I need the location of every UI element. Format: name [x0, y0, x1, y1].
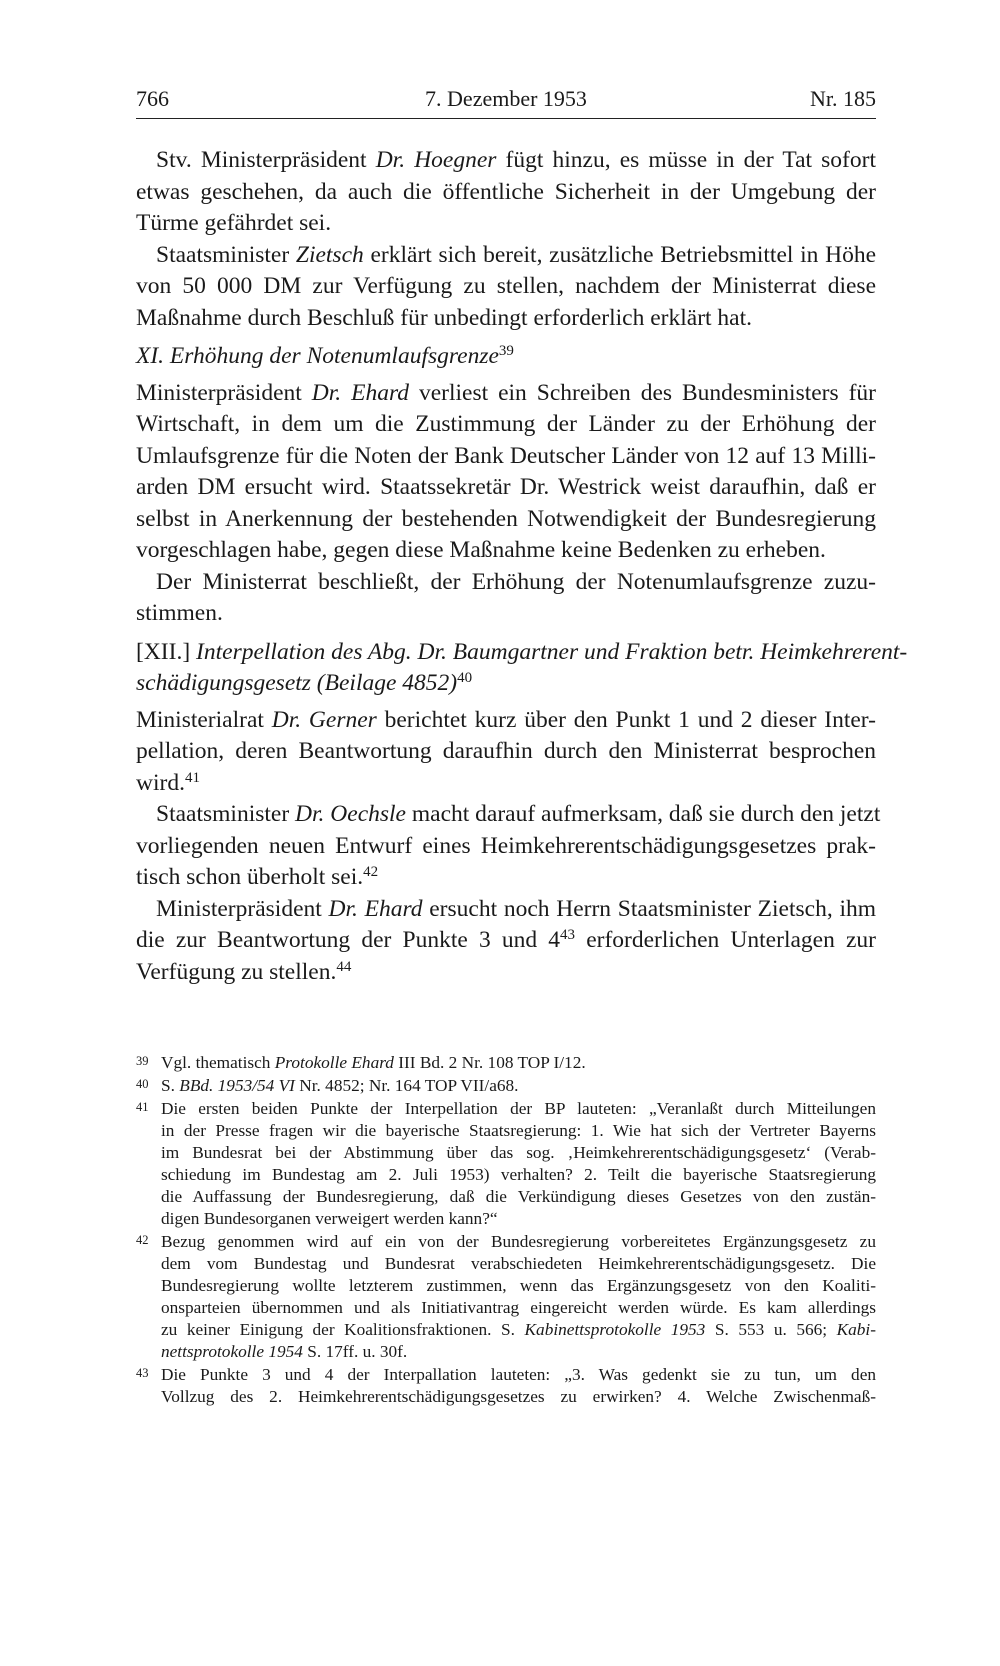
footnote-ref[interactable]: 40: [457, 670, 473, 686]
footnote-ref[interactable]: 43: [560, 927, 576, 943]
running-header: [136, 84, 876, 119]
footnote-43: 43 Die Punkte 3 und 4 der Interpallation lauteten: „3. Was gedenkt sie zu tun, um den Vollzug des 2. Heimkehrerentschädigungsgesetzes zu erwirken? 4. Welche Zwischenmaß-: [136, 1364, 876, 1408]
paragraph-gerner: Ministerialrat Dr. Gerner berichtet kurz über den Punkt 1 und 2 dieser Inter- pellation, deren Beantwortung daraufhin durch den Ministerrat besprochen wird.$^{41}$: [136, 706, 876, 796]
section-heading-xi: XI. Erhöhung der Notenumlaufsgrenze$^{39}$: [136, 343, 514, 369]
footnote-number: 43: [136, 1366, 149, 1380]
footnote-40: 40 S. BBd. 1953/54 VI Nr. 4852; Nr. 164 TOP VII/a68.: [136, 1075, 876, 1097]
footnotes: [136, 1052, 876, 1409]
speaker-name: Dr. Ehard: [328, 895, 423, 922]
paragraph-oechsle: Staatsminister Dr. Oechsle macht darauf aufmerksam, daß sie durch den jetzt vorliegenden neuen Entwurf eines Heimkehrerentschädigungsgesetzes prak- tisch schon überholt sei.$^{42}$: [136, 801, 881, 890]
footnote-39: 39 Vgl. thematisch Protokolle Ehard III Bd. 2 Nr. 108 TOP I/12.: [136, 1052, 876, 1074]
footnote-number: 39: [136, 1054, 149, 1068]
footnote-number: 42: [136, 1233, 149, 1247]
body-text: [136, 145, 908, 988]
footnote-number: 41: [136, 1100, 149, 1114]
section-heading-xii: [XII.] Interpellation des Abg. Dr. Baumgartner und Fraktion betr. Heimkehrerent- schädigungsgesetz (Beilage 4852)$^{40}$: [136, 638, 908, 696]
speaker-name: Dr. Oechsle: [295, 801, 406, 827]
speaker-name: Dr. Gerner: [271, 706, 377, 733]
page-number: 766: [136, 86, 169, 111]
paragraph-ehard-2: Ministerpräsident Dr. Ehard ersucht noch Herrn Staatsminister Zietsch, ihm die zur Beantwortung der Punkte 3 und $4^{43}$ erforderlichen Unterlagen zur Verfügung zu stellen.$^{44}$: [136, 895, 876, 985]
paragraph-resolution: Der Ministerrat beschließt, der Erhöhung der Notenumlaufsgrenze zuzu- stimmen.: [136, 568, 876, 626]
paragraph-hoegner: Stv. Ministerpräsident Dr. Hoegner fügt hinzu, es müsse in der Tat sofort etwas geschehen, da auch die öffentliche Sicherheit in der Umgebung der Türme gefährdet sei.: [136, 147, 876, 236]
document-number: Nr. 185: [810, 86, 876, 111]
speaker-name: Dr. Hoegner: [375, 147, 497, 173]
paragraph-zietsch: Staatsminister Zietsch erklärt sich bereit, zusätzliche Betriebsmittel in Höhe von 50 000 DM zur Verfügung zu stellen, nachdem der Ministerrat diese Maßnahme durch Beschluß für unbedingt erforderlich erklärt hat.: [136, 241, 877, 331]
speaker-name: Dr. Ehard: [311, 379, 409, 406]
paragraph-ehard-1: Ministerpräsident Dr. Ehard verliest ein Schreiben des Bundesministers für Wirtschaft, in dem um die Zustimmung der Länder zu der Erhöhung der Umlaufsgrenze für die Noten der Bank Deutscher Länder von 12 auf 13 Milli- arden DM ersucht wird. Staatssekretär Dr. Westrick weist daraufhin, daß er selbst in Anerkennung der bestehenden Notwendigkeit der Bundesregierung vorgeschlagen habe, gegen diese Maßnahme keine Bedenken zu erheben.: [136, 379, 877, 563]
footnote-41: 41 Die ersten beiden Punkte der Interpellation der BP lauteten: „Veranlaßt durch Mitteilungen in der Presse fragen wir die bayerische Staatsregierung: 1. Wie hat sich der Vertreter Bayerns im Bundesrat bei der Abstimmung über das sog. ‚Heimkehrerentschädigungsgesetz‘ (Verab- schiedung im Bundestag am 2. Juli 1953) verhalten? 2. Teilt die bayerische Staatsregierung die Auffassung der Bundesregierung, daß die Verkündigung dieses Gesetzes von den zustän- digen Bundesorganen verweigert werden kann?“: [136, 1098, 876, 1230]
footnote-ref[interactable]: 39: [498, 343, 514, 359]
footnote-ref[interactable]: 44: [336, 958, 352, 975]
footnote-ref[interactable]: 42: [363, 864, 379, 880]
footnote-42: 42 Bezug genommen wird auf ein von der Bundesregierung vorbereitetes Ergänzungsgesetz zu dem vom Bundestag und Bundesrat verabschiedeten Heimkehrerentschädigungsgesetz. Die Bundesregierung wollte letzterem zustimmen, wenn das Ergänzungsgesetz von den Koaliti- onsparteien übernommen und als Initiativantrag eingereicht werden würde. Es kam allerdings zu keiner Einigung der Koalitionsfraktionen. S. Kabinettsprotokolle 1953 S. 553 u. 566; Kabi- nettsprotokolle 1954 S. 17ff. u. 30f.: [136, 1231, 876, 1363]
footnote-number: 40: [136, 1077, 149, 1091]
footnote-ref[interactable]: 41: [184, 769, 200, 786]
header-date: 7. Dezember 1953: [425, 86, 587, 111]
speaker-name: Zietsch: [295, 241, 364, 268]
